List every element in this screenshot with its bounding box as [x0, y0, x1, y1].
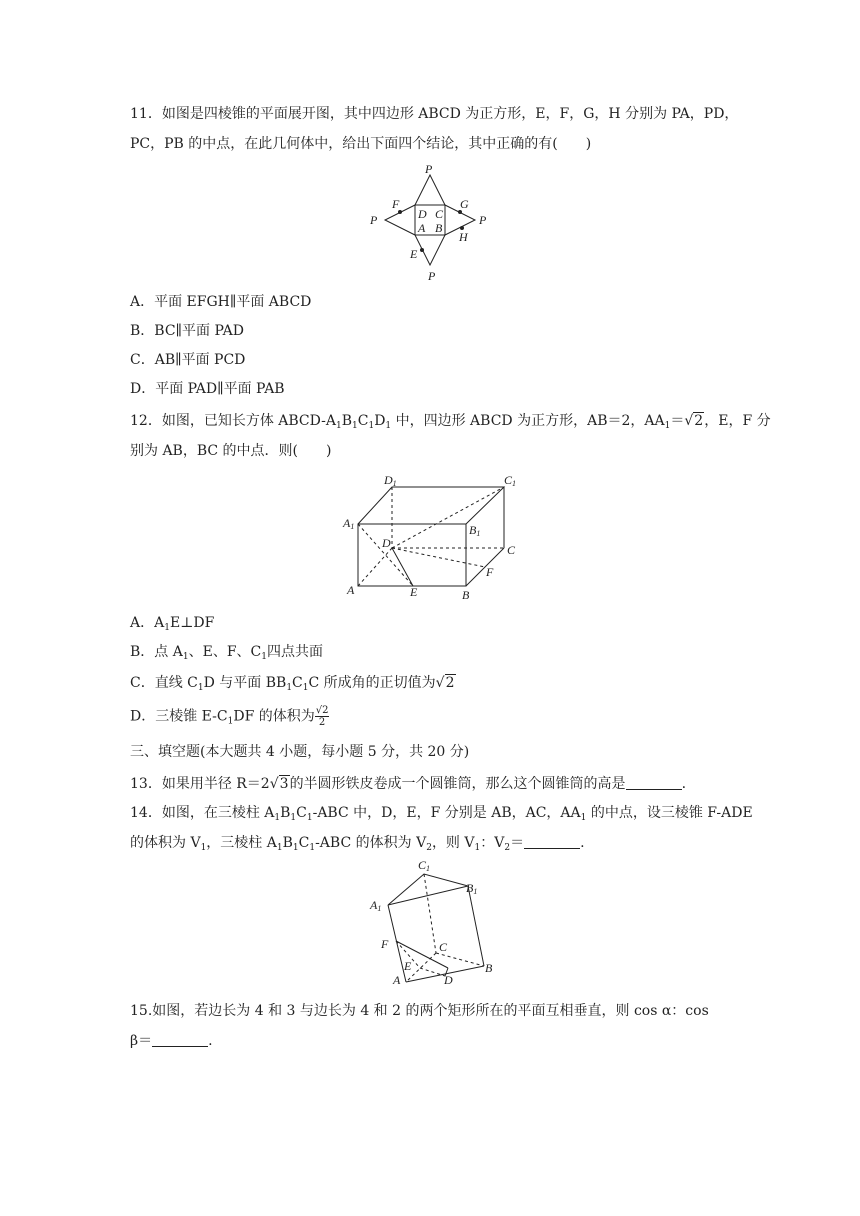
label-d: D [382, 536, 391, 550]
label-p-left: P [370, 213, 378, 227]
subscript-one: 1 [512, 479, 517, 488]
q12-line2: 别为 AB，BC 的中点．则( ) [130, 443, 332, 459]
q14-line1: 14．如图，在三棱柱 $A_1B_1C_1$-ABC 中，D，E，F 分别是 AB，AC，$AA_1$ 的中点，设三棱锥 F-ADE [130, 805, 753, 823]
subscript-one: 1 [377, 904, 382, 913]
label-f: F [486, 565, 494, 579]
label-p-top: P [425, 162, 433, 176]
label-c1: C1 [504, 473, 517, 488]
label-c: C [439, 940, 448, 954]
q15-answer-blank[interactable] [152, 1032, 208, 1047]
q11-net-figure [362, 160, 498, 286]
q11-line2: PC，PB 的中点，在此几何体中，给出下面四个结论，其中正确的有( ) [130, 136, 592, 152]
subscript-one: 1 [473, 887, 478, 896]
label-d: D [418, 207, 427, 221]
q14-answer-blank[interactable] [524, 834, 580, 849]
label-a1: A1 [370, 898, 382, 913]
label-b1: B1 [466, 881, 478, 896]
label-f: F [381, 937, 389, 951]
label-g: G [460, 197, 469, 211]
label-p-bottom: P [428, 269, 436, 283]
label-b: B [435, 221, 443, 235]
section-3-heading: 三、填空题(本大题共 4 小题，每小题 5 分，共 20 分) [130, 744, 470, 760]
label-f: F [392, 197, 400, 211]
q12-option-b: B．点 $A_1$、E、F、$C_1$四点共面 [130, 644, 323, 662]
q14-prism-figure [368, 856, 504, 988]
q12-line1: 12．如图，已知长方体 ABCD-$A_1B_1C_1D_1$ 中，四边形 ABCD 为正方形，AB＝2，$AA_1=√2$，E，F 分 [130, 413, 771, 431]
q13-answer-blank[interactable] [626, 775, 682, 790]
q11-option-a: A．平面 EFGH∥平面 ABCD [130, 294, 312, 310]
q11-option-b: B．BC∥平面 PAD [130, 323, 244, 339]
q12-option-a: A．$A_1E\perp DF$ [130, 615, 215, 633]
label-a1: A1 [343, 516, 355, 531]
label-d: D [444, 973, 453, 987]
q11-option-c: C．AB∥平面 PCD [130, 352, 246, 368]
q11-option-d: D．平面 PAD∥平面 PAB [130, 381, 285, 397]
subscript-one: 1 [426, 864, 431, 873]
label-a: A [393, 973, 401, 987]
label-b: B [485, 961, 493, 975]
label-c: C [435, 207, 444, 221]
label-e: E [404, 959, 412, 973]
q13-line: 13．如果用半径 R＝2√3的半圆形铁皮卷成一个圆锥筒，那么这个圆锥筒的高是 . [130, 776, 687, 792]
q14-line2: 的体积为 $V_1$，三棱柱 $A_1B_1C_1$-ABC 的体积为 $V_2$，则 $V_1$：$V_2=$ . [130, 835, 585, 853]
subscript-one: 1 [350, 522, 355, 531]
q12-option-c: C．直线 $C_1D$ 与平面 $BB_1C_1C$ 所成角的正切值为√2 [130, 675, 455, 693]
label-h: H [459, 230, 468, 244]
q12-cuboid-figure [340, 472, 520, 604]
q15-line2: β＝ . [130, 1033, 213, 1049]
label-e: E [410, 585, 418, 599]
q11-line1: 11．如图是四棱锥的平面展开图，其中四边形 ABCD 为正方形，E，F，G，H 分别为 PA，PD， [130, 106, 739, 122]
label-a: A [347, 583, 355, 597]
label-b1: B1 [469, 523, 481, 538]
label-d1: D1 [384, 473, 397, 488]
label-p-right: P [479, 213, 487, 227]
subscript-one: 1 [392, 479, 397, 488]
label-a: A [418, 221, 426, 235]
label-c: C [507, 543, 516, 557]
label-b: B [462, 588, 470, 602]
subscript-one: 1 [476, 529, 481, 538]
q15-line1: 15.如图，若边长为 4 和 3 与边长为 4 和 2 的两个矩形所在的平面互相垂直，则 cos α：cos [130, 1003, 709, 1019]
label-e: E [410, 247, 418, 261]
label-c1: C1 [418, 858, 431, 873]
q12-option-d: D．三棱锥 $E-C_1DF$ 的体积为 $\frac{√2}{2}$ [130, 705, 329, 728]
